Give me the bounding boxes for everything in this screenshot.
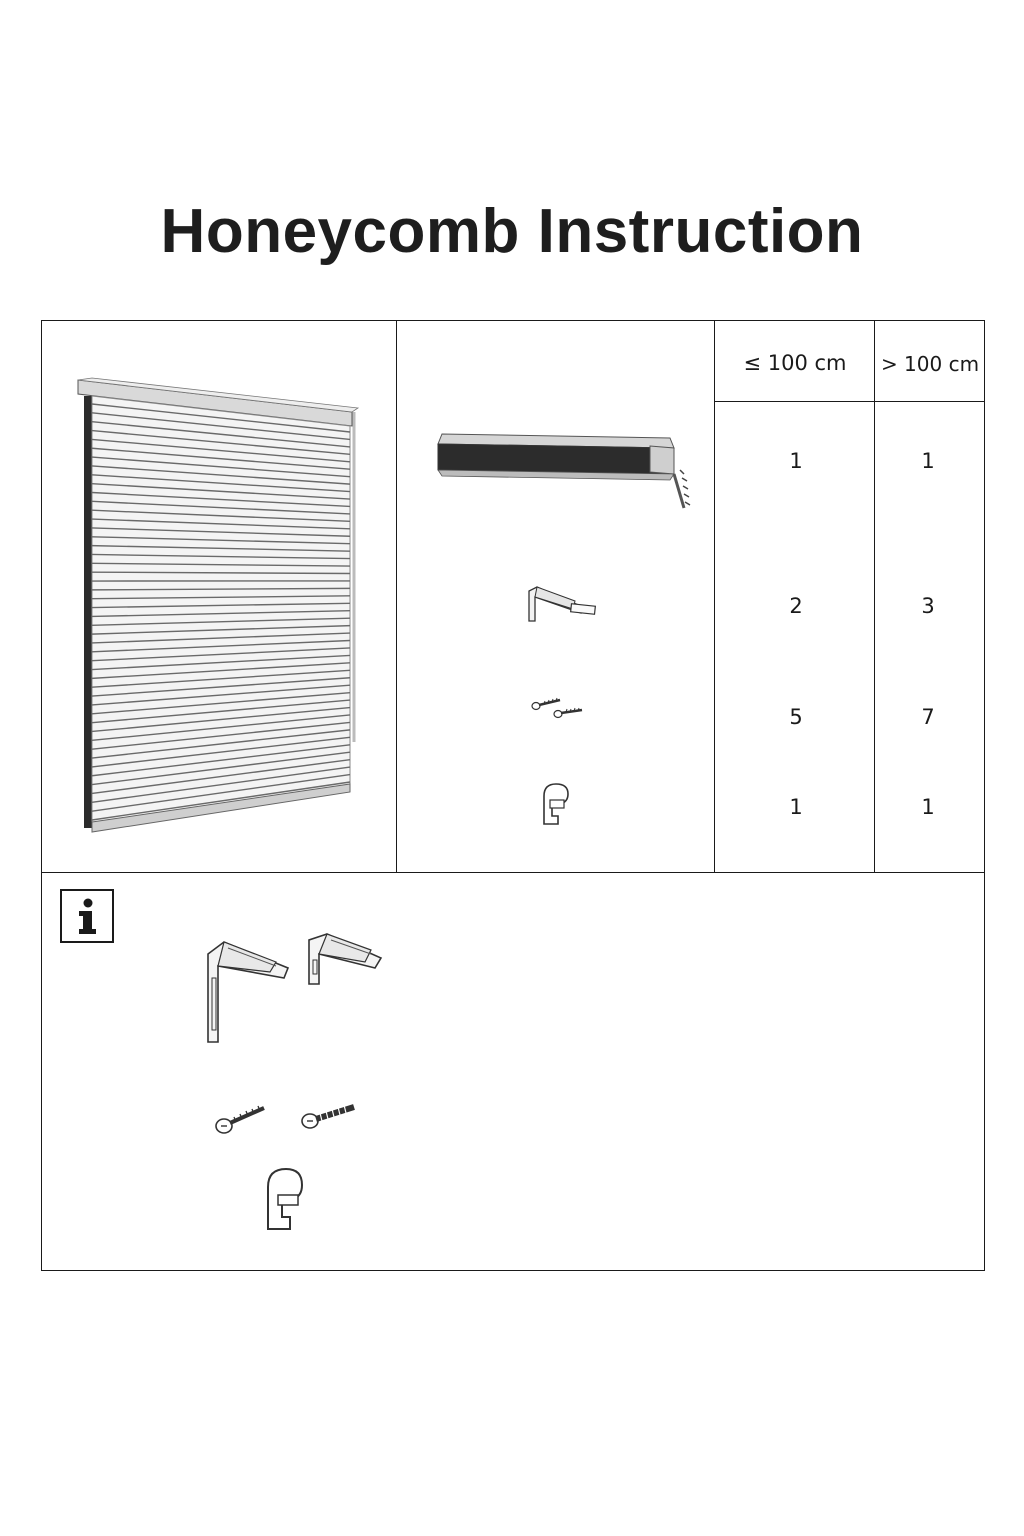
- mounting-bracket-icon: [305, 930, 385, 990]
- info-section: [41, 872, 985, 1271]
- qty-bracket-small: 2: [789, 594, 803, 618]
- mounting-bracket-icon: [204, 938, 294, 1046]
- qty-clip-small: 1: [789, 795, 803, 819]
- safety-clip-icon: [538, 780, 572, 828]
- mounting-bracket-icon: [525, 585, 600, 625]
- screw-icon: [212, 1100, 272, 1140]
- page-title: Honeycomb Instruction: [160, 197, 864, 266]
- qty-headrail-large: 1: [921, 449, 935, 473]
- qty-screw-small: 5: [789, 705, 803, 729]
- table-divider: [714, 320, 715, 873]
- qty-clip-large: 1: [921, 795, 935, 819]
- screw-icon: [298, 1095, 360, 1135]
- table-divider: [396, 320, 397, 873]
- honeycomb-blind-image: [70, 370, 370, 840]
- column-header-small: ≤ 100 cm: [743, 351, 847, 375]
- qty-bracket-large: 3: [921, 594, 935, 618]
- qty-headrail-small: 1: [789, 449, 803, 473]
- info-icon: [60, 889, 114, 943]
- screw-icon: [530, 696, 590, 724]
- safety-clip-icon: [262, 1165, 308, 1233]
- headrail-icon: [434, 430, 694, 512]
- table-header-divider: [714, 401, 984, 402]
- column-header-large: > 100 cm: [880, 352, 980, 376]
- table-divider: [874, 320, 875, 873]
- qty-screw-large: 7: [921, 705, 935, 729]
